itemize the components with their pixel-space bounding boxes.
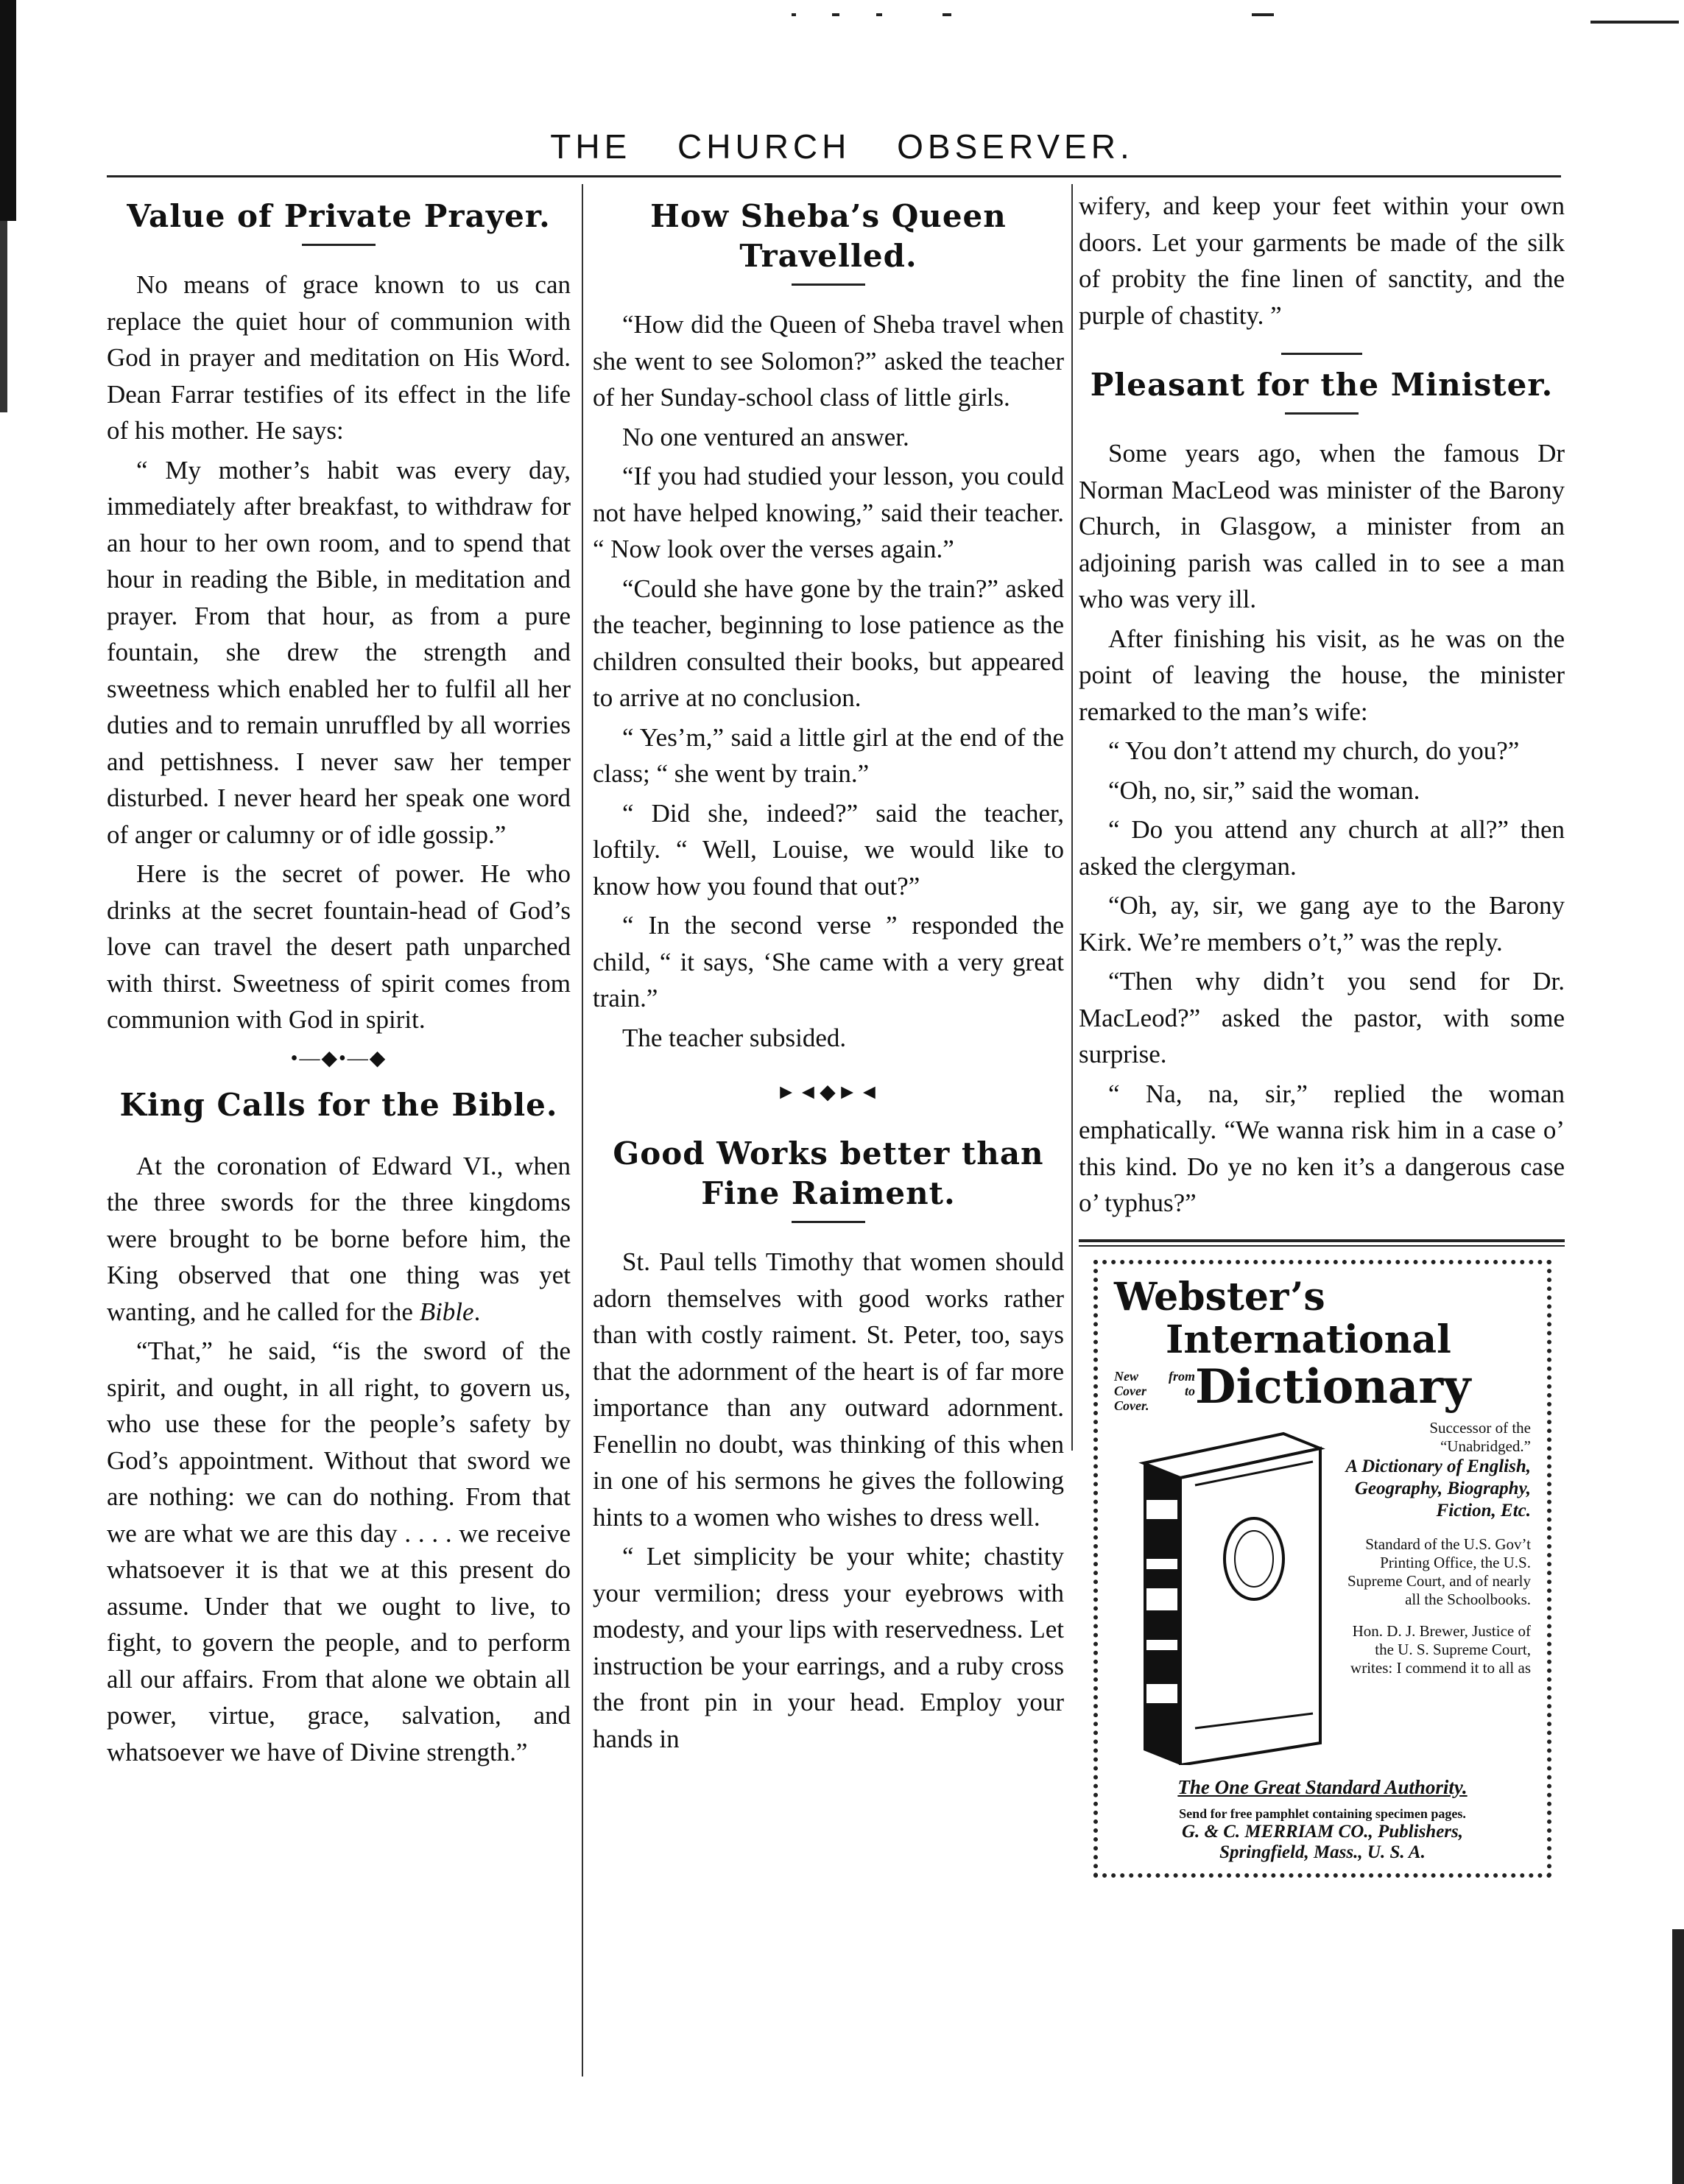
title-rule	[792, 283, 865, 286]
speck	[832, 13, 839, 16]
paragraph: “Then why didn’t you send for Dr. MacLeod?” asked the pastor, with some surprise.	[1079, 967, 1565, 1068]
title-rule	[792, 1221, 865, 1223]
ad-address: Springfield, Mass., U. S. A.	[1219, 1842, 1426, 1862]
paragraph: “ Did she, indeed?” said the teacher, loftily. “ Well, Louise, we would like to know how you found that out?”	[593, 798, 1064, 901]
double-rule	[1079, 1239, 1565, 1247]
paragraph: Some years ago, when the famous Dr Norman MacLeod was minister of the Barony Church, in Glasgow, a minister from an adjoining parish was called in to see a man who was very ill.	[1079, 439, 1565, 613]
paragraph: “Could she have gone by the train?” asked the teacher, beginning to lose patience as the children consulted their books, but appeared to arrive at no conclusion.	[593, 574, 1064, 712]
column-1	[107, 188, 571, 1773]
ad-description	[1335, 1419, 1531, 1765]
ad-pamphlet: Send for free pamphlet containing specimen pages.	[1179, 1806, 1466, 1821]
speck	[943, 13, 951, 16]
ad-tagline: New from Cover to Cover.	[1114, 1368, 1195, 1413]
article-title: Pleasant for the Minister.	[1090, 367, 1554, 403]
dictionary-book-illustration	[1114, 1419, 1335, 1765]
ad-desc: A Dictionary of English, Geography, Biography, Fiction, Etc.	[1345, 1456, 1531, 1521]
ad-title-webster: Webster’s	[1114, 1274, 1325, 1320]
paragraph	[107, 1148, 571, 1331]
article-title: King Calls for the Bible.	[119, 1086, 558, 1123]
italic-text: Bible	[419, 1297, 474, 1326]
paragraph: “ Na, na, sir,” replied the woman emphatically. “We wanna risk him in a case o’ this kind. Do ye no ken it’s a dangerous case o’ typhus?”	[1079, 1079, 1565, 1217]
text-run: .	[473, 1297, 481, 1326]
ad-successor: Successor of the “Unabridged.”	[1429, 1418, 1531, 1455]
page-edge-left	[0, 0, 16, 221]
ad-standard: Standard of the U.S. Gov’t Printing Office, the U.S. Supreme Court, and of nearly all the Schoolbooks.	[1347, 1535, 1531, 1608]
ad-endorsement: Hon. D. J. Brewer, Justice of the U. S. Supreme Court, writes: I commend it to all as	[1350, 1621, 1531, 1677]
page-edge-right	[1672, 1929, 1684, 2184]
ad-body	[1114, 1419, 1531, 1765]
paragraph-continued: wifery, and keep your feet within your own doors. Let your garments be made of the silk of probity the fine linen of sanctity, and the purple of chastity. ”	[1079, 191, 1565, 330]
masthead-word: CHURCH	[677, 127, 851, 166]
paragraph: “ Let simplicity be your white; chastity your vermilion; dress your eyebrows with modesty, and your lips with reservedness. Let instruction be your earrings, and a ruby cross the front pin in your head. Employ your hands in	[593, 1542, 1064, 1753]
speck	[792, 13, 796, 16]
spacer	[1342, 1609, 1531, 1622]
column-divider	[582, 184, 583, 2076]
paragraph: “ Yes’m,” said a little girl at the end of the class; “ she went by train.”	[593, 722, 1064, 788]
article-title: How Sheba’s Queen Travelled.	[650, 198, 1007, 274]
masthead-rule	[107, 175, 1561, 177]
dictionary-advertisement	[1093, 1260, 1551, 1878]
section-rule	[1281, 353, 1362, 355]
ad-publisher: G. & C. MERRIAM CO., Publishers,	[1181, 1822, 1464, 1842]
paragraph: “How did the Queen of Sheba travel when she went to see Solomon?” asked the teacher of her Sunday-school class of little girls.	[593, 310, 1064, 412]
speck	[1590, 21, 1679, 24]
ornament-divider: •—◆•—◆	[290, 1046, 387, 1070]
ad-title-row	[1114, 1359, 1531, 1415]
paragraph: After finishing his visit, as he was on the point of leaving the house, the minister remarked to the man’s wife:	[1079, 624, 1565, 726]
paragraph: “If you had studied your lesson, you could not have helped knowing,” said their teacher. “ Now look over the verses again.”	[593, 462, 1064, 563]
page-edge-left-lower	[0, 221, 7, 412]
article-title: Good Works better than Fine Raiment.	[613, 1135, 1044, 1211]
paragraph: No means of grace known to us can replace the quiet hour of communion with God in prayer and meditation on His Word. Dean Farrar testifies of its effect in the life of his mother. He says:	[107, 270, 571, 445]
paragraph: “That,” he said, “is the sword of the spirit, and ought, in all right, to govern us, who use these for the people’s safety by God’s appointment. Without that sword we are nothing: we can do nothing. From that we are what we are this day . . . . we receive whatsoever it is that we at this present do assume. Under that we ought to live, to fight, to govern the people, and to perform all our affairs. From that alone we obtain all power, virtue, grace, salvation, and whatsoever we have of Divine strength.”	[107, 1336, 571, 1766]
paragraph: “ My mother’s habit was every day, immediately after breakfast, to withdraw for an hour to her own room, and to spend that hour in reading the Bible, in meditation and prayer. From that hour, as from a pure fountain, she drew the strength and sweetness which enabled her to fulfil all her duties and to remain unruffled by all worries and pettishness. I never saw her temper disturbed. I never heard her speak one word of anger or calumny or of idle gossip.”	[107, 455, 571, 849]
ad-title-international: International	[1166, 1317, 1451, 1362]
masthead-word: THE	[550, 127, 632, 166]
column-divider	[1071, 184, 1073, 1451]
paragraph: “Oh, no, sir,” said the woman.	[1108, 775, 1420, 805]
speck	[876, 13, 882, 16]
column-2	[593, 188, 1064, 1760]
ornament-divider: ►◄◆►◄	[775, 1081, 881, 1104]
paragraph: “ Do you attend any church at all?” then asked the clergyman.	[1079, 815, 1565, 881]
ad-authority: The One Great Standard Authority.	[1177, 1775, 1468, 1798]
text-run: At the coronation of Edward VI., when the three swords for the three kingdoms were brought to be borne before him, the King observed that one thing was yet wanting, and he called for the	[107, 1151, 571, 1326]
title-rule	[302, 244, 376, 246]
column-3	[1079, 188, 1565, 1878]
spacer	[1342, 1522, 1531, 1535]
title-rule	[1285, 412, 1359, 415]
speck	[1252, 13, 1274, 16]
paragraph: Here is the secret of power. He who drinks at the secret fountain-head of God’s love can travel the desert path unparched with thirst. Sweetness of spirit comes from communion with God in spirit.	[107, 859, 571, 1034]
article-title: Value of Private Prayer.	[127, 198, 551, 234]
paragraph: “ In the second verse ” responded the child, “ it says, ‘She came with a very great train.”	[593, 911, 1064, 1012]
paragraph: “ You don’t attend my church, do you?”	[1108, 736, 1520, 765]
paragraph: St. Paul tells Timothy that women should adorn themselves with good works rather than with costly raiment. St. Peter, too, says that the adornment of the heart is of far more importance than any outward adornment. Fenellin no doubt, was thinking of this when in one of his sermons he gives the following hints to a women who wishes to dress well.	[593, 1247, 1064, 1532]
paragraph: No one ventured an answer.	[622, 422, 909, 451]
ad-title-dictionary: Dictionary	[1195, 1359, 1471, 1415]
paragraph: The teacher subsided.	[622, 1023, 847, 1052]
masthead-word: OBSERVER.	[897, 127, 1134, 166]
paragraph: “Oh, ay, sir, we gang aye to the Barony Kirk. We’re members o’t,” was the reply.	[1079, 891, 1565, 957]
masthead	[0, 127, 1684, 166]
